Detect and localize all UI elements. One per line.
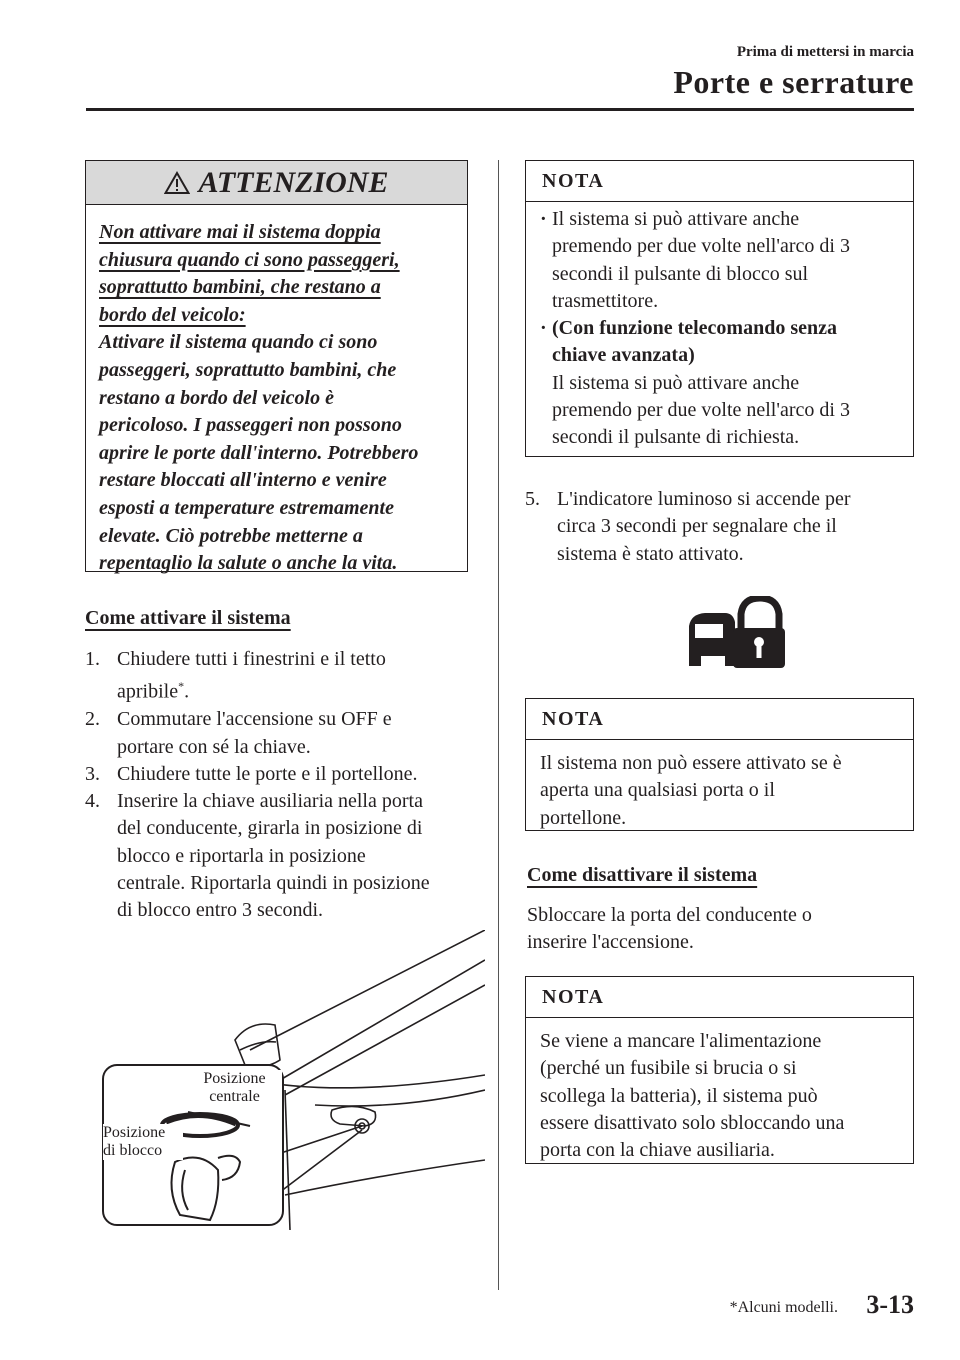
bullet-dot: · — [540, 208, 547, 230]
footnote: *Alcuni modelli. — [729, 1299, 838, 1316]
step-text — [117, 788, 480, 924]
note-line: (perché un fusibile si brucia o si — [540, 1057, 797, 1080]
note-line: porta con la chiave ausiliaria. — [540, 1139, 775, 1162]
footnote-marker: * — [178, 679, 185, 694]
step-line: L'indicatore luminoso si accende per — [557, 488, 851, 510]
bullet-dot: · — [540, 317, 547, 340]
step-line: Chiudere tutte le porte e il portellone. — [117, 762, 418, 785]
warning-text-line: aprire le porte dall'interno. Potrebbero — [99, 441, 419, 464]
warning-triangle-icon — [164, 171, 190, 195]
note-bullet-item — [540, 315, 901, 451]
page-number: 3-13 — [866, 1290, 914, 1319]
step-line: blocco e riportarla in posizione — [117, 844, 366, 867]
step-number: 3. — [85, 762, 100, 785]
step-line: centrale. Riportarla quindi in posizione — [117, 872, 430, 895]
door-key-illustration — [100, 930, 485, 1230]
note-line: premendo per due volte nell'arco di 3 — [552, 399, 850, 422]
warning-text-line: repentaglio la salute o anche la vita. — [99, 552, 398, 575]
note-line: trasmettitore. — [552, 289, 659, 312]
note-body — [526, 202, 913, 452]
step-line: apribile*. — [117, 679, 190, 703]
note-line-bold: chiave avanzata) — [552, 344, 695, 367]
paragraph-line: Sbloccare la porta del conducente o — [527, 904, 812, 926]
warning-title: ATTENZIONE — [198, 165, 389, 199]
note-line: aperta una qualsiasi porta o il — [540, 779, 775, 802]
label-lock-position: Posizione di blocco — [103, 1124, 183, 1160]
warning-text-line: restare bloccati all'interno e venire — [99, 469, 387, 492]
deactivate-section-title: Come disattivare il sistema — [527, 864, 758, 886]
note-box-2 — [525, 698, 914, 831]
step-number: 1. — [85, 648, 100, 670]
step-text — [117, 706, 480, 761]
chapter-title: Porte e serrature — [673, 64, 914, 100]
step-line: portare con sé la chiave. — [117, 735, 311, 758]
security-indicator-icon — [685, 596, 787, 670]
note-title: NOTA — [526, 977, 913, 1018]
warning-lead-line: chiusura quando ci sono passeggeri, — [99, 248, 400, 271]
step-item — [525, 486, 915, 568]
note-body — [526, 740, 913, 832]
warning-body — [86, 205, 467, 578]
step-number: 4. — [85, 790, 100, 813]
step-line: Chiudere tutti i finestrini e il tetto — [117, 648, 386, 670]
step-line: del conducente, girarla in posizione di — [117, 817, 423, 840]
activate-section-title: Come attivare il sistema — [85, 607, 291, 629]
note-line: Se viene a mancare l'alimentazione — [540, 1030, 822, 1052]
step-item — [85, 706, 480, 761]
deactivate-text — [527, 902, 812, 957]
note-line-bold: (Con funzione telecomando senza — [552, 317, 837, 340]
note-box-1 — [525, 160, 914, 457]
warning-text-line: esposti a temperature estremamente — [99, 496, 394, 519]
note-line: Il sistema si può attivare anche — [552, 208, 800, 230]
step-5 — [525, 486, 915, 568]
warning-lead-line: bordo del veicolo: — [99, 303, 246, 326]
step-line: circa 3 secondi per segnalare che il — [557, 515, 837, 538]
step-line: di blocco entro 3 secondi. — [117, 899, 324, 922]
note-line: secondi il pulsante di richiesta. — [552, 426, 800, 449]
warning-text-line: elevate. Ciò potrebbe metterne a — [99, 524, 363, 547]
section-title: Prima di mettersi in marcia — [736, 44, 914, 60]
note-line: essere disattivato solo sbloccando una — [540, 1111, 845, 1134]
activate-steps — [85, 646, 480, 925]
note-line: Il sistema si può attivare anche — [552, 371, 800, 394]
step-number: 5. — [525, 488, 540, 510]
step-item — [85, 761, 480, 788]
label-center-position: Posizione centrale — [187, 1070, 282, 1106]
note-line: portellone. — [540, 806, 627, 829]
note-body — [526, 1018, 913, 1164]
paragraph-line: inserire l'accensione. — [527, 931, 694, 954]
column-divider — [498, 160, 499, 1290]
step-number: 2. — [85, 708, 100, 731]
step-line: sistema è stato attivato. — [557, 542, 744, 565]
warning-box — [85, 160, 468, 575]
note-title: NOTA — [526, 699, 913, 740]
note-line: Il sistema non può essere attivato se è — [540, 752, 842, 774]
warning-text-line: Attivare il sistema quando ci sono — [99, 331, 378, 354]
step-text — [117, 646, 480, 706]
warning-text-line: restano a bordo del veicolo è — [99, 386, 334, 409]
warning-header — [86, 161, 467, 205]
step-text — [117, 761, 480, 788]
step-line: Commutare l'accensione su OFF e — [117, 708, 392, 731]
step-text — [557, 486, 915, 568]
note-line: secondi il pulsante di blocco sul — [552, 262, 809, 285]
note-title: NOTA — [526, 161, 913, 202]
header-rule — [86, 108, 914, 111]
note-line: premendo per due volte nell'arco di 3 — [552, 235, 850, 258]
step-item — [85, 646, 480, 706]
warning-lead-line: soprattutto bambini, che restano a — [99, 276, 381, 299]
warning-text-line: passeggeri, soprattutto bambini, che — [99, 358, 397, 381]
note-box-3 — [525, 976, 914, 1164]
note-line: scollega la batteria), il sistema può — [540, 1084, 818, 1107]
warning-lead-line: Non attivare mai il sistema doppia — [99, 221, 381, 243]
note-bullet-item — [540, 206, 901, 315]
warning-text-line: pericoloso. I passeggeri non possono — [99, 414, 402, 437]
step-item — [85, 788, 480, 924]
step-line: Inserire la chiave ausiliaria nella porta — [117, 790, 423, 813]
